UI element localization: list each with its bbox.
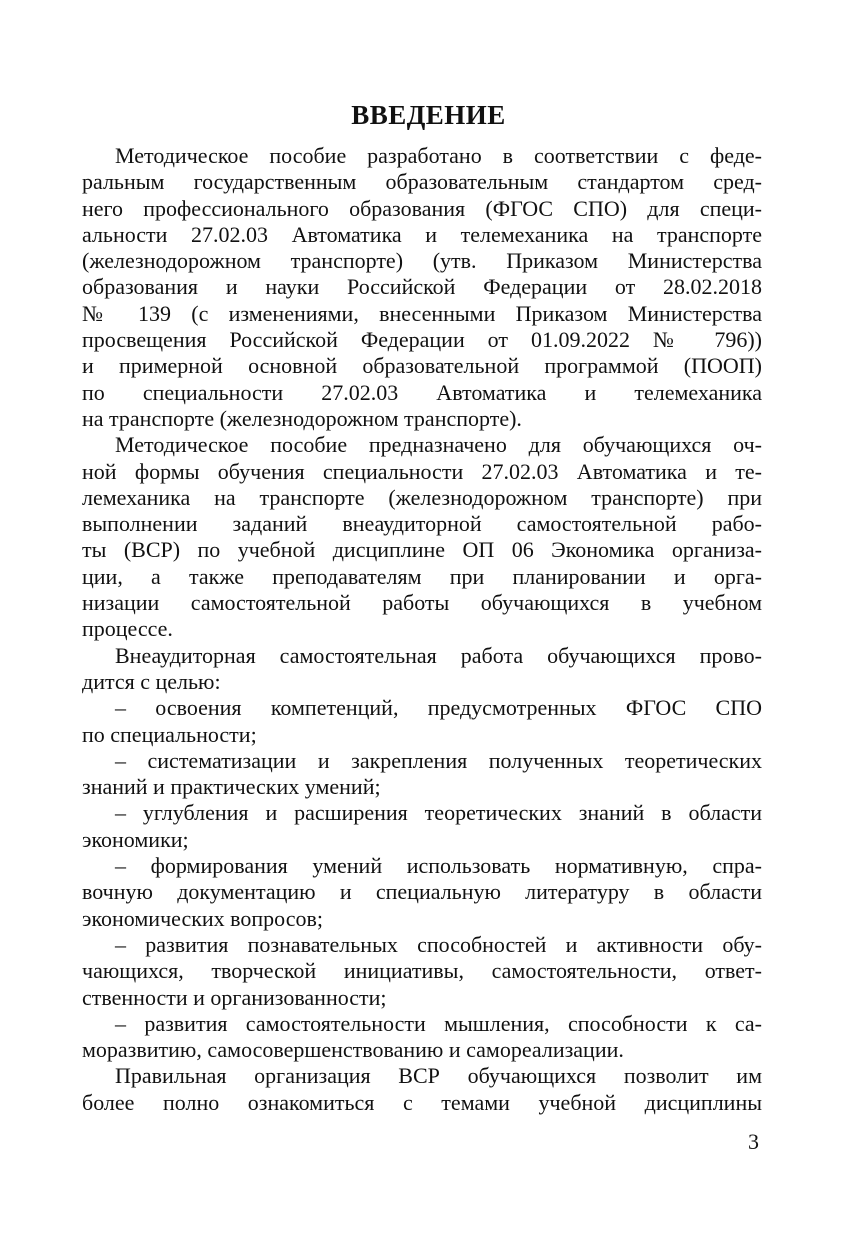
text-line: по специальности; (82, 721, 257, 747)
text-line: альности 27.02.03 Автоматика и телемеханика на транспорте (82, 221, 762, 247)
paragraph (82, 1011, 762, 1064)
text-line: Методическое пособие предназначено для обучающихся оч- (115, 432, 762, 458)
text-line: низации самостоятельной работы обучающихся в учебном (82, 590, 762, 616)
text-line: № 139 (с изменениями, внесенными Приказом Министерства (82, 300, 762, 326)
page-number: 3 (748, 1129, 759, 1154)
text-line: – развития самостоятельности мышления, способности к са- (115, 1010, 762, 1036)
text-line: Внеаудиторная самостоятельная работа обучающихся прово- (115, 642, 762, 668)
text-line: знаний и практических умений; (82, 774, 381, 800)
text-line: (железнодорожном транспорте) (утв. Приказом Министерства (82, 248, 762, 274)
text-line: него профессионального образования (ФГОС СПО) для специ- (82, 195, 762, 221)
document-body (82, 143, 762, 1116)
page-title: ВВЕДЕНИЕ (351, 100, 506, 130)
text-line: – формирования умений использовать нормативную, спра- (115, 853, 762, 879)
text-line: ты (ВСР) по учебной дисциплине ОП 06 Экономика организа- (82, 537, 762, 563)
text-line: моразвитию, самосовершенствованию и самореализации. (82, 1037, 624, 1063)
text-line: и примерной основной образовательной программой (ПООП) (82, 353, 762, 379)
text-line: лемеханика на транспорте (железнодорожном транспорте) при (82, 484, 762, 510)
paragraph (82, 695, 762, 748)
text-line: чающихся, творческой инициативы, самостоятельности, ответ- (82, 958, 762, 984)
paragraph (82, 432, 762, 642)
paragraph (82, 643, 762, 696)
text-line: по специальности 27.02.03 Автоматика и телемеханика (82, 379, 762, 405)
text-line: просвещения Российской Федерации от 01.09.2022 № 796)) (82, 327, 762, 353)
text-line: – углубления и расширения теоретических знаний в области (115, 800, 762, 826)
text-line: на транспорте (железнодорожном транспорте). (82, 405, 522, 431)
paragraph (82, 800, 762, 853)
text-line: ной формы обучения специальности 27.02.03 Автоматика и те- (82, 458, 762, 484)
text-line: более полно ознакомиться с темами учебной дисциплины (82, 1089, 762, 1115)
paragraph (82, 853, 762, 932)
text-line: ральным государственным образовательным стандартом сред- (82, 169, 762, 195)
paragraph (82, 1063, 762, 1116)
text-line: экономики; (82, 826, 189, 852)
text-line: Методическое пособие разработано в соответствии с феде- (115, 143, 762, 168)
text-line: выполнении заданий внеаудиторной самостоятельной рабо- (82, 511, 762, 537)
text-line: дится с целью: (82, 668, 221, 694)
text-line: процессе. (82, 616, 173, 642)
text-line: Правильная организация ВСР обучающихся позволит им (115, 1063, 762, 1089)
paragraph (82, 932, 762, 1011)
text-line: вочную документацию и специальную литературу в области (82, 879, 762, 905)
paragraph (82, 748, 762, 801)
text-line: – освоения компетенций, предусмотренных ФГОС СПО (115, 695, 762, 721)
text-line: – систематизации и закрепления полученных теоретических (115, 747, 762, 773)
text-line: экономических вопросов; (82, 905, 323, 931)
paragraph (82, 143, 762, 432)
text-line: – развития познавательных способностей и активности обу- (115, 931, 762, 957)
text-line: ственности и организованности; (82, 984, 387, 1010)
text-line: ции, а также преподавателям при планировании и орга- (82, 563, 762, 589)
text-line: образования и науки Российской Федерации от 28.02.2018 (82, 274, 762, 300)
